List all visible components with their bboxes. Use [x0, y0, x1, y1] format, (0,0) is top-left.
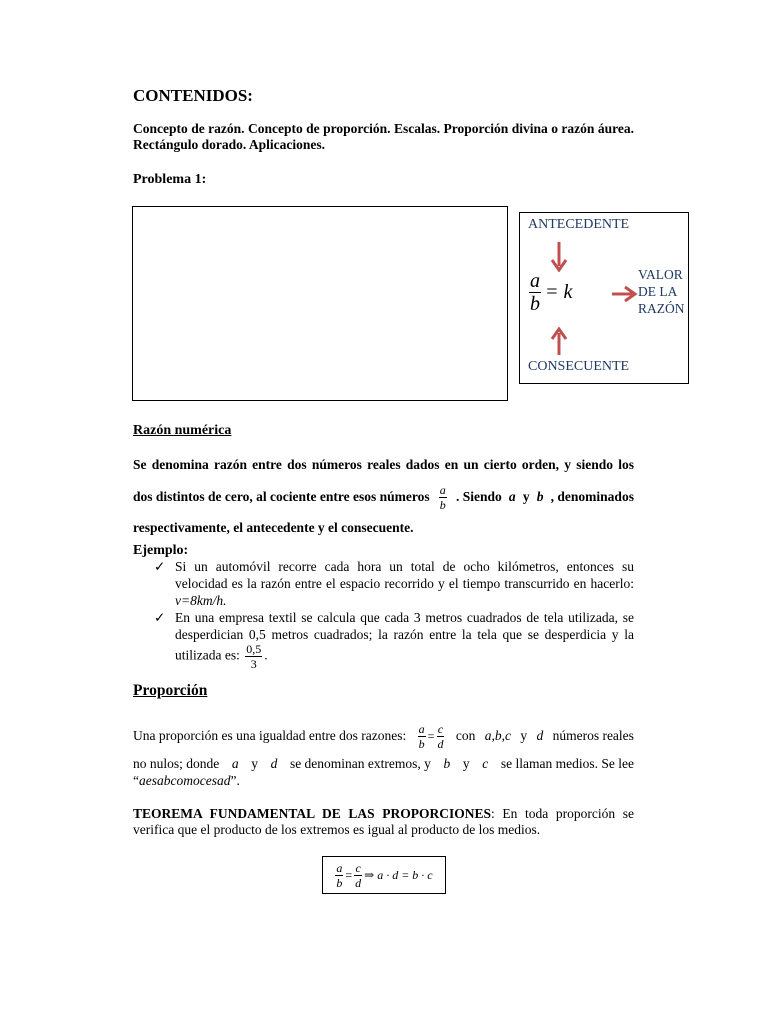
proportion-line2	[133, 755, 634, 772]
prop-quote-close: ”.	[230, 773, 240, 788]
formula-numerator: a	[530, 270, 540, 292]
formula-denominator: b	[530, 293, 540, 315]
prop-eq: =	[427, 728, 435, 743]
ratio-frac-den: b	[439, 497, 446, 512]
prop-ext-d: d	[270, 756, 278, 771]
box-rhs: ⇒ a · d = b · c	[364, 867, 433, 882]
proportion-line1	[133, 718, 634, 754]
prop-f2-num: c	[437, 721, 444, 736]
prop-line2-pre: no nulos; donde	[133, 756, 220, 771]
theorem-title: TEOREMA FUNDAMENTAL DE LAS PROPORCIONES	[133, 806, 492, 821]
ratio-formula	[529, 271, 572, 314]
antecedent-label: ANTECEDENTE	[528, 217, 630, 232]
arrow-right-icon	[610, 285, 638, 303]
example-item2-den: 3	[250, 657, 257, 671]
ratio-var-a: a	[508, 489, 516, 504]
example-item2-text: En una empresa textil se calcula que cada 3 metros cuadrados de tela utilizada, se desperdician 0,5 metros cuadrados; la razón entre la tela que se desperdicia y la utilizada es:	[175, 610, 634, 663]
value-label-line1: VALOR	[638, 267, 683, 282]
proportion-line1-pre: Una proporción es una igualdad entre dos razones:	[133, 728, 407, 743]
prop-y2: y	[251, 756, 258, 771]
prop-line2-mid: se denominan extremos, y	[289, 756, 431, 771]
list-item	[133, 558, 634, 609]
ratio-diagram	[519, 212, 689, 384]
consequent-label: CONSECUENTE	[528, 359, 630, 374]
prop-reading: aesabcomocesad	[139, 773, 231, 788]
example-title: Ejemplo:	[133, 543, 189, 558]
problem-title: Problema 1:	[133, 172, 207, 187]
ratio-frac-num: a	[439, 482, 446, 497]
example-item2-num: 0,5	[246, 642, 262, 656]
value-label	[638, 266, 685, 317]
ratio-definition	[133, 456, 634, 537]
ratio-line2	[133, 479, 634, 515]
theorem-text: : En toda proporción se verifica que el producto de los extremos es igual al producto de los medios.	[133, 806, 634, 837]
contents-paragraph: Concepto de razón. Concepto de proporción. Escalas. Proporción divina o razón áurea. Rectángulo dorado. Aplicaciones.	[133, 121, 634, 152]
ratio-and: y	[522, 489, 530, 504]
prop-line1-post: números reales	[552, 728, 634, 743]
ratio-line3: respectivamente, el antecedente y el consecuente.	[133, 520, 414, 535]
box-b: b	[336, 875, 343, 890]
example-list	[133, 558, 634, 670]
prop-med-b: b	[443, 756, 451, 771]
prop-var-d: d	[536, 728, 544, 743]
check-icon: ✓	[154, 559, 166, 574]
box-d: d	[355, 875, 362, 890]
prop-quote-open: “	[133, 773, 139, 788]
box-a: a	[336, 860, 343, 875]
ratio-var-b: b	[536, 489, 544, 504]
formula-rhs: = k	[545, 281, 573, 303]
example-item1-text: Si un automóvil recorre cada hora un total de ocho kilómetros, entonces su velocidad es la razón entre el espacio recorrido y el tiempo transcurrido en hacerlo:	[175, 559, 634, 591]
problem-box	[132, 206, 508, 401]
theorem-paragraph	[133, 806, 634, 838]
prop-med-c: c	[482, 756, 489, 771]
proportion-definition	[133, 718, 634, 789]
page-heading: CONTENIDOS:	[133, 86, 253, 105]
ratio-line2-post: , denominados	[550, 489, 634, 504]
prop-y3: y	[462, 756, 470, 771]
prop-ext-a: a	[231, 756, 239, 771]
list-item	[133, 609, 634, 670]
ratio-line2-mid: . Siendo	[455, 489, 502, 504]
prop-vars: a,b,c	[484, 728, 511, 743]
example-item2-end: .	[264, 647, 268, 663]
box-c: c	[355, 860, 361, 875]
ratio-line1: Se denomina razón entre dos números reales dados en un cierto orden, y siendo los	[133, 457, 634, 472]
prop-line2-end: se llaman medios. Se lee	[500, 756, 634, 771]
prop-f1-num: a	[418, 721, 425, 736]
prop-y: y	[520, 728, 528, 743]
arrow-up-icon	[550, 327, 568, 357]
theorem-formula-box: $\frac{a}{b}$ = $\frac{c}{d}$ ⇒ a · d = b · c	[322, 856, 446, 894]
prop-f2-den: d	[437, 736, 444, 751]
arrow-down-icon	[550, 240, 568, 272]
value-label-line3: RAZÓN	[638, 301, 685, 316]
check-icon: ✓	[154, 610, 166, 625]
proportion-title: Proporción	[133, 682, 208, 699]
prop-con: con	[455, 728, 476, 743]
ratio-line2-pre: dos distintos de cero, al cociente entre esos números	[133, 489, 430, 504]
value-label-line2: DE LA	[638, 284, 678, 299]
proportion-reading	[133, 772, 634, 789]
ratio-section-title: Razón numérica	[133, 423, 232, 438]
prop-f1-den: b	[418, 736, 425, 751]
example-item1-formula: v=8km/h.	[175, 593, 227, 608]
